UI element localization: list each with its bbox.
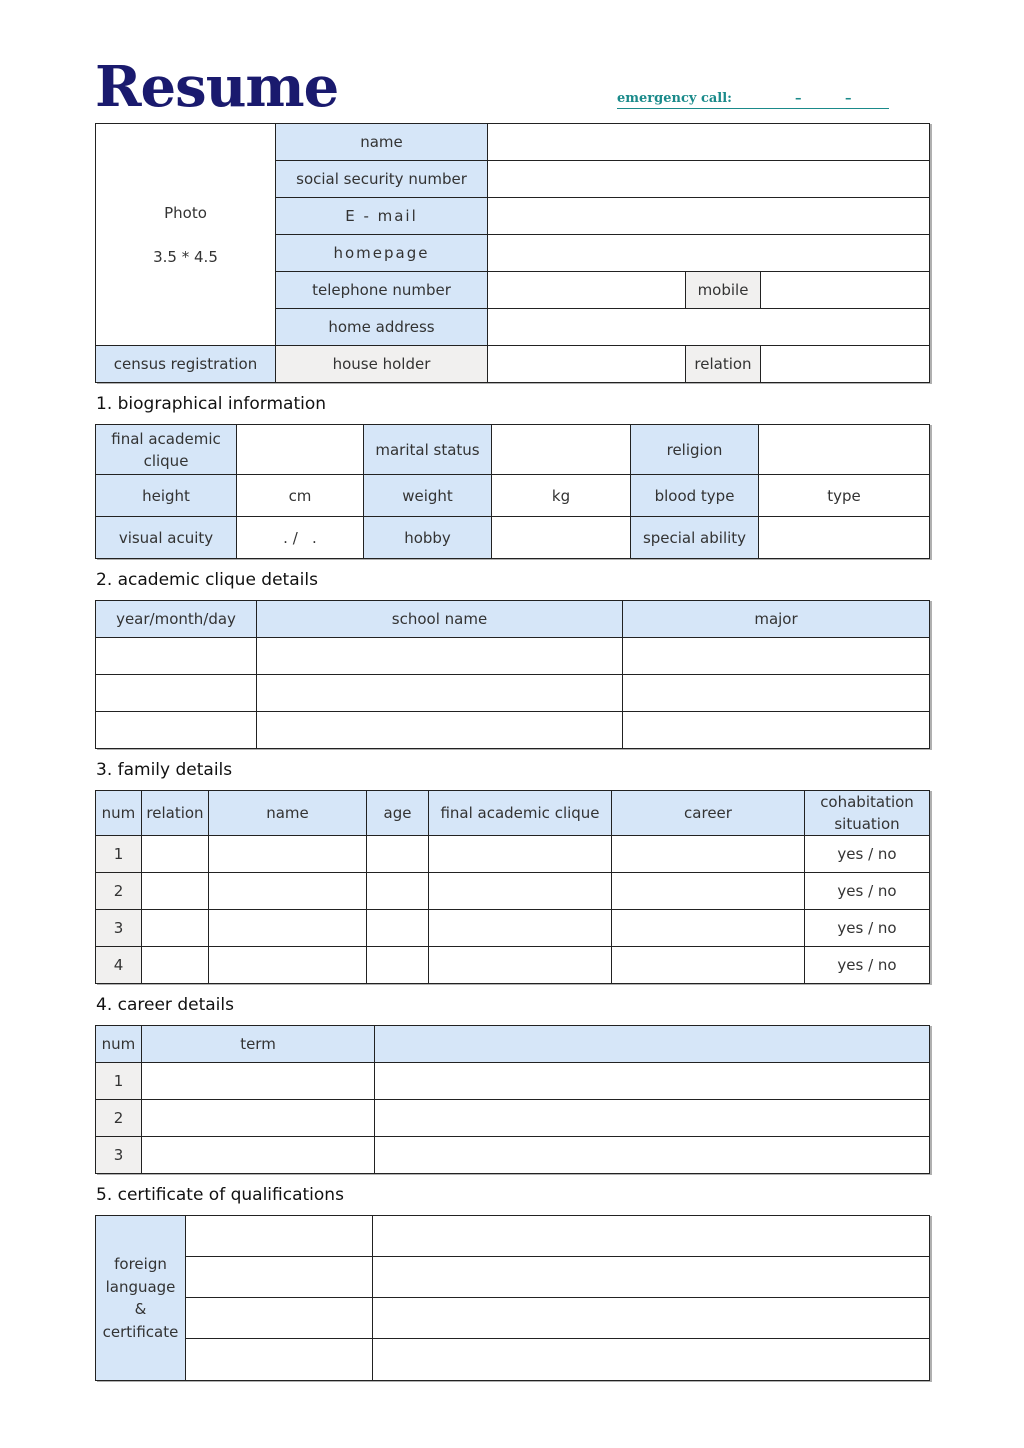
table-row <box>96 836 930 873</box>
family-career-input[interactable] <box>612 910 805 947</box>
family-row-num: 1 <box>96 836 142 873</box>
section-heading-certificate: 5. certificate of qualifications <box>96 1185 344 1205</box>
photo-label: Photo <box>164 203 207 222</box>
academic-school-input[interactable] <box>257 675 623 712</box>
table-row <box>96 947 930 984</box>
family-cohabitation-choice[interactable]: yes / no <box>805 873 930 910</box>
family-table <box>95 790 930 984</box>
family-col-name: name <box>209 791 367 836</box>
academic-date-input[interactable] <box>96 712 257 749</box>
family-col-cohabitation: cohabitation situation <box>805 791 930 836</box>
hobby-label: hobby <box>364 517 492 559</box>
householder-input[interactable] <box>488 346 686 383</box>
photo-placeholder[interactable] <box>96 124 276 346</box>
special-ability-input[interactable] <box>759 517 930 559</box>
family-name-input[interactable] <box>209 836 367 873</box>
visual-acuity-label: visual acuity <box>96 517 237 559</box>
homepage-input[interactable] <box>488 235 930 272</box>
table-row <box>96 1100 930 1137</box>
career-term-input[interactable] <box>142 1063 375 1100</box>
family-cohabitation-choice[interactable]: yes / no <box>805 947 930 984</box>
address-input[interactable] <box>488 309 930 346</box>
telephone-label: telephone number <box>276 272 488 309</box>
religion-input[interactable] <box>759 425 930 475</box>
academic-major-input[interactable] <box>623 675 930 712</box>
career-col-num: num <box>96 1026 142 1063</box>
family-row-num: 4 <box>96 947 142 984</box>
family-age-input[interactable] <box>367 947 429 984</box>
emergency-call-field[interactable] <box>617 90 889 109</box>
census-label: census registration <box>96 346 276 383</box>
address-label: home address <box>276 309 488 346</box>
marital-status-label: marital status <box>364 425 492 475</box>
family-academic-input[interactable] <box>429 836 612 873</box>
family-name-input[interactable] <box>209 873 367 910</box>
career-row-num: 3 <box>96 1137 142 1174</box>
family-academic-input[interactable] <box>429 947 612 984</box>
blood-type-label: blood type <box>631 475 759 517</box>
relation-label: relation <box>686 346 761 383</box>
final-academic-input[interactable] <box>237 425 364 475</box>
family-cohabitation-choice[interactable]: yes / no <box>805 910 930 947</box>
certificate-side-label <box>96 1216 186 1381</box>
email-input[interactable] <box>488 198 930 235</box>
family-col-num: num <box>96 791 142 836</box>
academic-col-major: major <box>623 601 930 638</box>
career-col-term: term <box>142 1026 375 1063</box>
emergency-dash-1: – <box>795 91 802 106</box>
certificate-table <box>95 1215 930 1381</box>
marital-status-input[interactable] <box>492 425 631 475</box>
career-details-input[interactable] <box>375 1100 930 1137</box>
weight-input[interactable]: kg <box>492 475 631 517</box>
table-row <box>96 712 930 749</box>
certificate-name-input[interactable] <box>186 1216 373 1257</box>
family-career-input[interactable] <box>612 947 805 984</box>
academic-school-input[interactable] <box>257 638 623 675</box>
householder-label: house holder <box>276 346 488 383</box>
family-name-input[interactable] <box>209 947 367 984</box>
certificate-details-input[interactable] <box>373 1216 930 1257</box>
name-label: name <box>276 124 488 161</box>
academic-col-date: year/month/day <box>96 601 257 638</box>
family-relation-input[interactable] <box>142 910 209 947</box>
section-heading-family: 3. family details <box>96 760 233 780</box>
table-row <box>96 638 930 675</box>
section-heading-career: 4. career details <box>96 995 234 1015</box>
career-details-input[interactable] <box>375 1063 930 1100</box>
certificate-label-line: language <box>105 1277 176 1296</box>
academic-col-school: school name <box>257 601 623 638</box>
family-relation-input[interactable] <box>142 836 209 873</box>
family-age-input[interactable] <box>367 836 429 873</box>
family-academic-input[interactable] <box>429 910 612 947</box>
academic-major-input[interactable] <box>623 638 930 675</box>
career-col-details <box>375 1026 930 1063</box>
academic-date-input[interactable] <box>96 675 257 712</box>
table-row <box>96 1137 930 1174</box>
certificate-label-line: foreign <box>114 1255 167 1273</box>
family-name-input[interactable] <box>209 910 367 947</box>
career-row-num: 1 <box>96 1063 142 1100</box>
visual-acuity-input[interactable]: . / . <box>237 517 364 559</box>
biographical-table <box>95 424 930 559</box>
certificate-details-input[interactable] <box>373 1298 930 1339</box>
religion-label: religion <box>631 425 759 475</box>
certificate-details-input[interactable] <box>373 1257 930 1298</box>
height-input[interactable]: cm <box>237 475 364 517</box>
academic-date-input[interactable] <box>96 638 257 675</box>
career-details-input[interactable] <box>375 1137 930 1174</box>
family-relation-input[interactable] <box>142 873 209 910</box>
family-career-input[interactable] <box>612 873 805 910</box>
email-label: E - mail <box>276 198 488 235</box>
career-table <box>95 1025 930 1174</box>
emergency-call-label: emergency call: <box>617 91 732 106</box>
table-row <box>96 910 930 947</box>
academic-table <box>95 600 930 749</box>
homepage-label: homepage <box>276 235 488 272</box>
name-input[interactable] <box>488 124 930 161</box>
mobile-input[interactable] <box>761 272 930 309</box>
family-age-input[interactable] <box>367 873 429 910</box>
family-cohabitation-choice[interactable]: yes / no <box>805 836 930 873</box>
mobile-label: mobile <box>686 272 761 309</box>
ssn-input[interactable] <box>488 161 930 198</box>
hobby-input[interactable] <box>492 517 631 559</box>
final-academic-label: final academic clique <box>96 425 237 475</box>
blood-type-input[interactable]: type <box>759 475 930 517</box>
family-row-num: 2 <box>96 873 142 910</box>
section-heading-biographical: 1. biographical information <box>96 394 327 414</box>
relation-input[interactable] <box>761 346 930 383</box>
family-academic-input[interactable] <box>429 873 612 910</box>
family-career-input[interactable] <box>612 836 805 873</box>
career-term-input[interactable] <box>142 1100 375 1137</box>
family-col-career: career <box>612 791 805 836</box>
family-relation-input[interactable] <box>142 947 209 984</box>
table-row <box>96 873 930 910</box>
family-col-age: age <box>367 791 429 836</box>
career-row-num: 2 <box>96 1100 142 1137</box>
certificate-label-line: & <box>134 1300 147 1318</box>
height-label: height <box>96 475 237 517</box>
certificate-label-line: certificate <box>102 1322 179 1341</box>
special-ability-label: special ability <box>631 517 759 559</box>
family-age-input[interactable] <box>367 910 429 947</box>
academic-school-input[interactable] <box>257 712 623 749</box>
certificate-details-input[interactable] <box>373 1339 930 1381</box>
emergency-dash-2: – <box>845 91 852 106</box>
table-row <box>96 675 930 712</box>
certificate-name-input[interactable] <box>186 1298 373 1339</box>
personal-info-table <box>95 123 930 383</box>
certificate-name-input[interactable] <box>186 1257 373 1298</box>
photo-size: 3.5 * 4.5 <box>153 247 218 266</box>
page-title: Resume <box>95 54 339 120</box>
career-term-input[interactable] <box>142 1137 375 1174</box>
telephone-input[interactable] <box>488 272 686 309</box>
ssn-label: social security number <box>276 161 488 198</box>
family-col-relation: relation <box>142 791 209 836</box>
family-row-num: 3 <box>96 910 142 947</box>
section-heading-academic: 2. academic clique details <box>96 570 318 590</box>
certificate-name-input[interactable] <box>186 1339 373 1381</box>
table-row <box>96 1063 930 1100</box>
academic-major-input[interactable] <box>623 712 930 749</box>
family-col-academic: final academic clique <box>429 791 612 836</box>
weight-label: weight <box>364 475 492 517</box>
